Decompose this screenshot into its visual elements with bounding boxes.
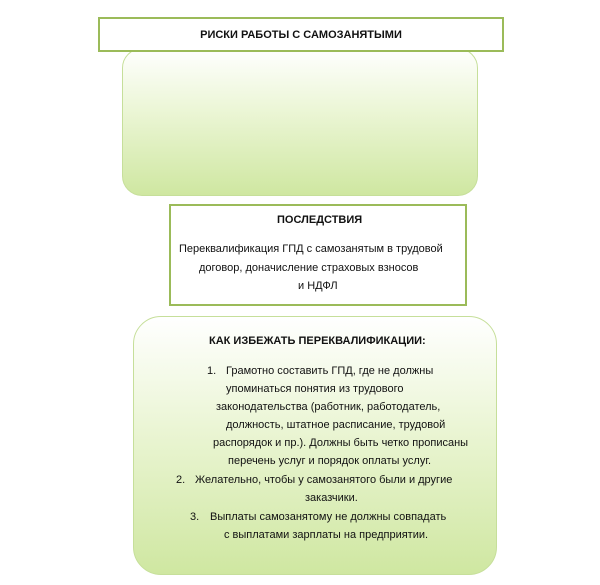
avoid-item-2-line: Желательно, чтобы у самозанятого были и другие <box>195 474 453 486</box>
avoid-item-2-number: 2. <box>176 474 186 486</box>
consequences-title: ПОСЛЕДСТВИЯ <box>277 214 363 226</box>
risks-title: РИСКИ РАБОТЫ С САМОЗАНЯТЫМИ <box>200 28 402 41</box>
risks-title-box <box>98 17 504 52</box>
avoid-item-1-line: должность, штатное расписание, трудовой <box>226 419 446 431</box>
avoid-item-1-line: упоминаться понятия из трудового <box>226 383 404 395</box>
avoid-item-1-line: Грамотно составить ГПД, где не должны <box>226 365 434 377</box>
risks-panel <box>122 48 478 196</box>
avoid-item-3-number: 3. <box>190 511 200 523</box>
avoid-item-1-number: 1. <box>207 365 217 377</box>
avoid-item-2-line: заказчики. <box>305 492 358 504</box>
avoid-item-1-line: законодательства (работник, работодатель, <box>216 401 441 413</box>
avoid-title: КАК ИЗБЕЖАТЬ ПЕРЕКВАЛИФИКАЦИИ: <box>209 335 426 347</box>
avoid-item-3-line: с выплатами зарплаты на предприятии. <box>224 529 429 541</box>
consequences-line: Переквалификация ГПД с самозанятым в трудовой <box>179 243 443 255</box>
avoid-item-1-line: распорядок и пр.). Должны быть четко прописаны <box>213 437 469 449</box>
consequences-line: договор, доначисление страховых взносов <box>199 262 419 274</box>
avoid-item-3-line: Выплаты самозанятому не должны совпадать <box>210 511 447 523</box>
consequences-line: и НДФЛ <box>298 280 338 292</box>
avoid-item-1-line: перечень услуг и порядок оплаты услуг. <box>228 455 432 467</box>
